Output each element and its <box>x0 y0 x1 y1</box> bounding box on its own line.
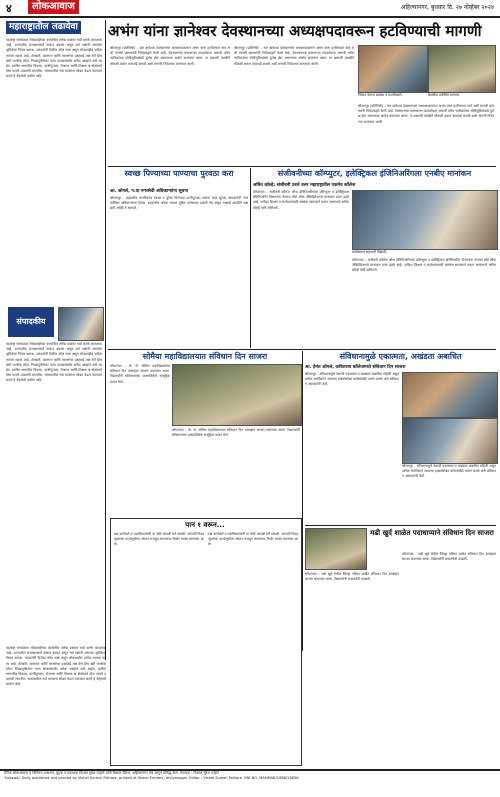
editorial-body-top: महाराष्ट्र जनादेशात लोकशाहीच्या कार्यातील अनेक प्रश्नांवर चर्चा करणे आवश्यक आहे. राज्यातील राजकारणाचे स्वरूप बदलत असून सर्व पक्षांनी आपल्या भूमिकेचा विचार करावा. मतदारांनी दिलेला कौल स्पष्ट असून लोकशाहीत प्रत्येक मताला महत्त्व आहे. शेतकरी, कामगार आणि तरुणांच्या प्रश्नांकडे लक्ष देणे हीच खरी जनसेवा ठरेल. निवडणुकीनंतर नव्या सरकारसमोर अनेक आव्हाने उभी आहेत. ग्रामीण भागातील विकास, पाणीपुरवठा, रोजगार आणि शिक्षण या क्षेत्रांमध्ये ठोस पावले उचलावी लागतील. समाजातील सर्व घटकांना सोबत घेऊन वाटचाल करणे हे नेतृत्वाचे कर्तव्य आहे. <box>6 38 102 79</box>
school-article-body: कोपरगाव – मढी खुर्द येथील जिल्हा परिषद शाळेत संविधान दिन उत्साहात साजरा करण्यात आला. विद्यार्थ्यांनी प्रभातफेरी काढली. <box>305 572 399 582</box>
continuation-body-2: पक्ष कार्यकर्ते व पदाधिकाऱ्यांनी या वेळी आपली मते मांडली. आगामी निवडणुकांच्या पार्श्वभूमीवर संघटन मजबूत करण्याचा निर्धार व्यक्त करण्यात आला. <box>208 532 298 547</box>
news-photo-1-caption: निवेदन देताना ग्रामस्थ व पदाधिकारी. <box>358 93 403 97</box>
editorial-badge: संपादकीय <box>8 307 54 337</box>
engineering-article-title: संजीवनीच्या कॉम्प्युटर, इलेक्ट्रिकल इंजिनिअरिंगला एनबीए मानांकन <box>277 169 472 178</box>
page-number: ४ <box>6 2 12 15</box>
engineering-article-body-2: कोपरगाव – संजीवनी कॉलेज ऑफ इंजिनिअरिंगच्या कॉम्प्युटर व इलेक्ट्रिकल इंजिनिअरिंग विभागांना नॅशनल बोर्ड ऑफ ॲक्रिडिटेशनचे मानांकन प्राप्त झाले आहे. दर्जेदार शिक्षण व संशोधनासाठी संस्थेचा सातत्याने प्रयत्न असल्याचे अमित कोल्हे यांनी सांगितले. <box>352 258 496 273</box>
somaiya-photo <box>172 364 302 426</box>
unity-article-body: श्रीरामपूर – संविधानामुळे देशाची एकात्मता व अखंडता अबाधित राहिली असून प्रत्येक नागरिकाने आपल्या हक्कांसोबत कर्तव्यांचेही पालन करावे असे प्रतिपादन आमदारांनी केले. <box>305 372 399 387</box>
headline-story-body: श्रीरामपूर (प्रतिनिधी) – संत ज्ञानेश्वर देवस्थानच्या अध्यक्षपदावरून अभंग यांना हटविण्यात यावे अशी मागणी ग्रामस्थांनी निवेदनाद्वारे केली आहे. देवस्थानच्या कारभारात पारदर्शकता असावी तसेच भाविकांच्या सोयीसुविधांकडे दुर्लक्ष होत असल्याचा आरोप करण्यात आला. या प्रकरणी तातडीने चौकशी करून कारवाई करावी अशी मागणी निवेदनात करण्यात आली. <box>110 46 230 66</box>
unity-photo-1 <box>402 372 498 418</box>
newspaper-logo: लोकआवाज <box>28 0 79 14</box>
water-article-body: श्रीरामपूर – शहरातील नागरिकांना स्वच्छ व पुरेसा पिण्याचा पाणीपुरवठा करावा अशा सूचना आमदारांनी नगरपालिका अधिकाऱ्यांना दिल्या. शहरातील अनेक भागात दूषित पाण्याच्या तक्रारी येत असून त्याकडे तातडीने लक्ष द्यावे असेही ते म्हणाले. <box>110 196 248 211</box>
unity-article-body-2: श्रीरामपूर – संविधानामुळे देशाची एकात्मता व अखंडता अबाधित राहिली असून प्रत्येक नागरिकाने आपल्या हक्कांसोबत कर्तव्यांचेही पालन करावे असे प्रतिपादन आमदारांनी केले. <box>402 464 496 479</box>
news-photo-2-caption: बैठकीस उपस्थित मान्यवर. <box>428 93 461 97</box>
headline-story-body-2: श्रीरामपूर (प्रतिनिधी) – संत ज्ञानेश्वर देवस्थानच्या अध्यक्षपदावरून अभंग यांना हटविण्यात यावे अशी मागणी ग्रामस्थांनी निवेदनाद्वारे केली आहे. देवस्थानच्या कारभारात पारदर्शकता असावी तसेच भाविकांच्या सोयीसुविधांकडे दुर्लक्ष होत असल्याचा आरोप करण्यात आला. या प्रकरणी तातडीने चौकशी करून कारवाई करावी अशी मागणी निवेदनात करण्यात आली. <box>234 46 354 66</box>
section-divider <box>305 525 496 526</box>
unity-article-title: संविधानामुळे एकात्मता, अखंडता अबाधित <box>339 352 462 361</box>
imprint-line-english: 'Lokawaj' Daily published and printed by Vishal Suresh Palhare, printed at Vishal Printers, Ahilyanagar. Editor : Vishal Suresh Palhare. RNI NO. MAHMAR/1988/28836 <box>4 776 299 780</box>
somaiya-article-body: कोपरगाव – के. जे. सोमैया महाविद्यालयात संविधान दिन उत्साहात साजरा करण्यात आला. विद्यार्थ्यांनी संविधानाच्या प्रास्ताविकेचे सामूहिक वाचन केले. <box>110 364 170 384</box>
editorial-title: महाराष्ट्रातील लढायेवा <box>6 21 81 34</box>
section-divider <box>108 349 496 350</box>
engineering-article-body: कोपरगाव – संजीवनी कॉलेज ऑफ इंजिनिअरिंगच्या कॉम्प्युटर व इलेक्ट्रिकल इंजिनिअरिंग विभागांना नॅशनल बोर्ड ऑफ ॲक्रिडिटेशनचे मानांकन प्राप्त झाले आहे. दर्जेदार शिक्षण व संशोधनासाठी संस्थेचा सातत्याने प्रयत्न असल्याचे अमित कोल्हे यांनी सांगितले. <box>253 190 349 210</box>
dateline: अहिल्यानगर, बुधवार दि. २७ नोव्हेंबर २०२४ <box>400 4 494 11</box>
somaiya-article-body-2: कोपरगाव – के. जे. सोमैया महाविद्यालयात संविधान दिन उत्साहात साजरा करण्यात आला. विद्यार्थ्यांनी संविधानाच्या प्रास्ताविकेचे सामूहिक वाचन केले. <box>172 428 300 438</box>
editorial-body-bottom: महाराष्ट्र जनादेशात लोकशाहीच्या कार्यातील अनेक प्रश्नांवर चर्चा करणे आवश्यक आहे. राज्यातील राजकारणाचे स्वरूप बदलत असून सर्व पक्षांनी आपल्या भूमिकेचा विचार करावा. मतदारांनी दिलेला कौल स्पष्ट असून लोकशाहीत प्रत्येक मताला महत्त्व आहे. शेतकरी, कामगार आणि तरुणांच्या प्रश्नांकडे लक्ष देणे हीच खरी जनसेवा ठरेल. निवडणुकीनंतर नव्या सरकारसमोर अनेक आव्हाने उभी आहेत. ग्रामीण भागातील विकास, पाणीपुरवठा, रोजगार आणि शिक्षण या क्षेत्रांमध्ये ठोस पावले उचलावी लागतील. समाजातील सर्व घटकांना सोबत घेऊन वाटचाल करणे हे नेतृत्वाचे कर्तव्य आहे. <box>6 342 102 383</box>
column-divider <box>105 20 106 660</box>
main-headline: अभंग यांना ज्ञानेश्वर देवस्थानच्या अध्यक्षपदावरून हटविण्याची मागणी <box>108 22 482 40</box>
engineering-photo <box>352 190 498 250</box>
section-divider <box>108 166 496 167</box>
school-article-body-2: कोपरगाव – मढी खुर्द येथील जिल्हा परिषद शाळेत संविधान दिन उत्साहात साजरा करण्यात आला. विद्यार्थ्यांनी प्रभातफेरी काढली. <box>402 552 496 562</box>
water-article-byline: आ. ओगले, ग.या नगरसेवी अधिकाऱ्यांना सूचना <box>110 189 189 194</box>
editorial-body-end: महाराष्ट्र जनादेशात लोकशाहीच्या कार्यातील अनेक प्रश्नांवर चर्चा करणे आवश्यक आहे. राज्यातील राजकारणाचे स्वरूप बदलत असून सर्व पक्षांनी आपल्या भूमिकेचा विचार करावा. मतदारांनी दिलेला कौल स्पष्ट असून लोकशाहीत प्रत्येक मताला महत्त्व आहे. शेतकरी, कामगार आणि तरुणांच्या प्रश्नांकडे लक्ष देणे हीच खरी जनसेवा ठरेल. निवडणुकीनंतर नव्या सरकारसमोर अनेक आव्हाने उभी आहेत. ग्रामीण भागातील विकास, पाणीपुरवठा, रोजगार आणि शिक्षण या क्षेत्रांमध्ये ठोस पावले उचलावी लागतील. समाजातील सर्व घटकांना सोबत घेऊन वाटचाल करणे हे नेतृत्वाचे कर्तव्य आहे. <box>6 646 106 687</box>
water-article-title: स्वच्छ पिण्याच्या पाण्याचा पुरवठा करा <box>124 169 234 178</box>
continuation-body: पक्ष कार्यकर्ते व पदाधिकाऱ्यांनी या वेळी आपली मते मांडली. आगामी निवडणुकांच्या पार्श्वभूमीवर संघटन मजबूत करण्याचा निर्धार व्यक्त करण्यात आला. <box>114 532 204 547</box>
school-photo <box>305 528 367 570</box>
imprint-footer <box>0 769 500 797</box>
column-divider <box>250 168 251 348</box>
somaiya-article-title: सोमैया महाविद्यालयात संविधान दिन साजरा <box>142 352 268 361</box>
engineering-article-byline: अमित कोल्हे; संजीवनी ठरले उत्तर महाराष्ट्रातील एकमेव कॉलेज <box>253 183 356 188</box>
column-divider <box>302 351 303 651</box>
unity-photo-2 <box>402 418 498 464</box>
news-photo-2 <box>428 45 496 93</box>
photo-story-body: श्रीरामपूर (प्रतिनिधी) – संत ज्ञानेश्वर देवस्थानच्या अध्यक्षपदावरून अभंग यांना हटविण्यात यावे अशी मागणी ग्रामस्थांनी निवेदनाद्वारे केली आहे. देवस्थानच्या कारभारात पारदर्शकता असावी तसेच भाविकांच्या सोयीसुविधांकडे दुर्लक्ष होत असल्याचा आरोप करण्यात आला. या प्रकरणी तातडीने चौकशी करून कारवाई करावी अशी मागणी निवेदनात करण्यात आली. <box>358 104 494 124</box>
school-article-title: मढी खुर्द शाळेत पदाधाप्याने संविधान दिन साजरा <box>370 529 494 537</box>
continuation-title: पान १ वरून... <box>185 521 225 529</box>
unity-article-byline: आ. हेमंत ओगले, कविलराय कॉलेजमध्ये संविधान दिन साजरा <box>305 365 406 370</box>
imprint-line-marathi: दैनिक लोकआवाज हे विनिमय प्रकाशन, मुद्रक व प्रकाशक विशाल सुरेश पल्हारे यांनी विशाल प्रिंटर्स, अहिल्यानगर येथे छापून प्रसिद्ध केले. संपादक : विशाल सुरेश पल्हारे. <box>4 771 220 775</box>
editorial-photo <box>58 307 104 341</box>
engineering-photo-caption: कार्यक्रमात सहभागी विद्यार्थी. <box>352 250 388 254</box>
masthead <box>0 0 500 18</box>
news-photo-1 <box>358 45 428 93</box>
